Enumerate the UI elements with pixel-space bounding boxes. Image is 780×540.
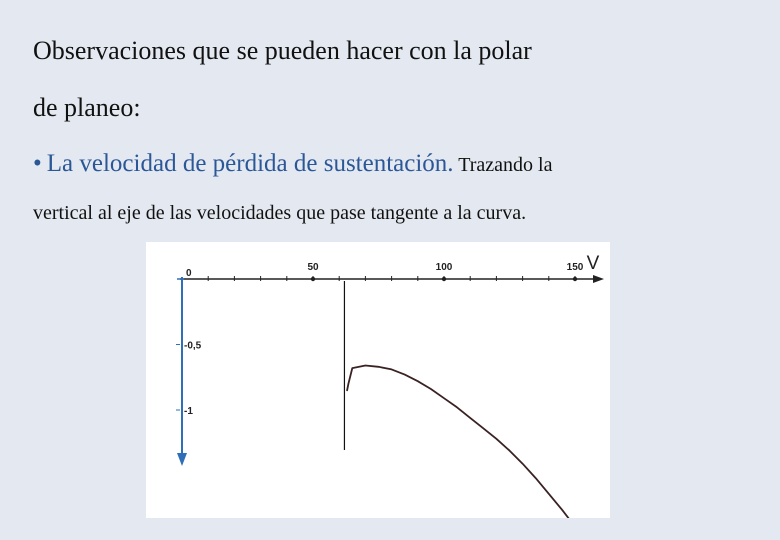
bullet-point [33,140,753,237]
y-axis-tick-label: 0 [186,268,192,279]
x-axis [180,253,604,283]
heading-line-1: Observaciones que se pueden hacer con la polar [33,36,532,65]
x-axis-label: V [586,253,600,274]
x-axis-tick-mark [573,277,577,281]
x-axis-tick-mark [442,277,446,281]
x-axis-tick-label: 150 [566,262,584,273]
y-axis-tick-label: -0,5 [184,340,202,352]
bullet-rest-text-2: vertical al eje de las velocidades que pase tangente a la curva. [33,202,527,224]
x-axis-tick-label: 100 [435,262,453,273]
x-axis-tick-mark [311,277,315,281]
glide-polar-curve [347,366,601,519]
glide-polar-figure [146,242,610,518]
bullet-lead-text: La velocidad de pérdida de sustentación. [46,150,454,177]
y-axis [176,268,202,466]
polar-curve-group [344,281,601,518]
slide-heading [33,22,753,136]
bullet-rest-text-1: Trazando la [458,154,553,176]
heading-line-2: de planeo: [33,93,141,122]
x-axis-tick-label: 50 [307,262,319,273]
bullet-marker: • [33,150,42,177]
glide-polar-chart [146,242,610,518]
x-axis-arrowhead [593,275,604,283]
y-axis-tick-label: -1 [184,406,193,417]
y-axis-arrowhead [177,453,187,466]
